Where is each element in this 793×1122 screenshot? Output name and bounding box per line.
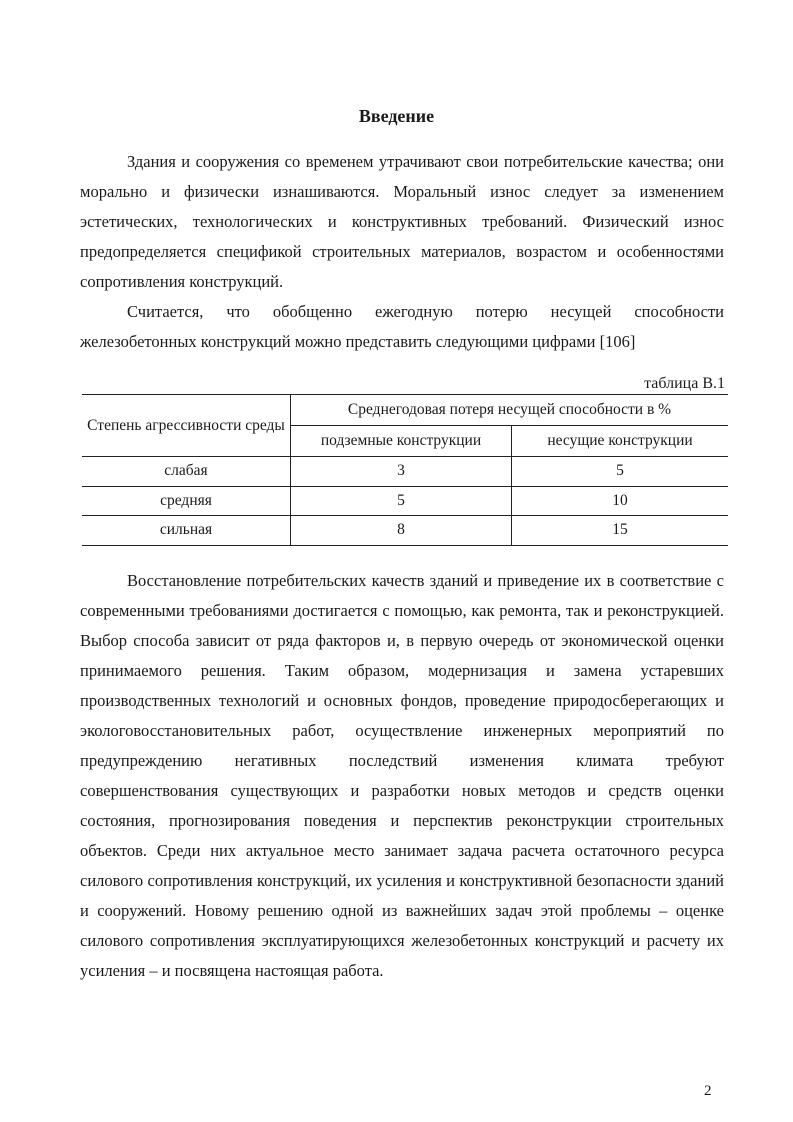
cell-degree: средняя	[82, 486, 291, 516]
loss-table	[82, 394, 728, 546]
cell-underground: 8	[291, 516, 512, 546]
page-title: Введение	[358, 106, 435, 126]
header-bearing: несущие конструкции	[547, 432, 693, 449]
cell-degree: слабая	[82, 457, 291, 487]
header-underground: подземные конструкции	[291, 426, 512, 457]
paragraph-3: Восстановление потребительских качеств зданий и приведение их в соответствие с современными требованиями достигается с помощью, как ремонта, так и реконструкцией. Выбор способа зависит от ряда факторов и, в первую очередь от экономической оценки принимаемого решения. Таким образом, модернизация и замена устаревших производственных технологий и основных фондов, проведение природосберегающих и экологовосстановительных работ, осуществление инженерных мероприятий по предупреждению негативных последствий изменения климата требуют совершенствования существующих и разработки новых методов и средств оценки состояния, прогнозирования поведения и перспектив реконструкции строительных объектов. Среди них актуальное место занимает задача расчета остаточного ресурса силового сопротивления конструкций, их усиления и конструктивной безопасности зданий и сооружений. Новому решению одной из важнейших задач этой проблемы – оценке силового сопротивления эксплуатирующихся железобетонных конструкций и расчету их усиления – и посвящена настоящая работа.	[80, 571, 724, 980]
header-degree: Степень агрессивности среды	[82, 395, 291, 457]
paragraph-1: Здания и сооружения со временем утрачивают свои потребительские качества; они морально и физически изнашиваются. Моральный износ следует за изменением эстетических, технологических и конструктивных требований. Физический износ предопределяется спецификой строительных материалов, возрастом и особенностями сопротивления конструкций.	[80, 152, 724, 291]
table-row	[82, 516, 728, 546]
table-row	[82, 457, 728, 487]
header-average-loss: Среднегодовая потеря несущей способности в %	[291, 395, 729, 426]
page-number: 2	[704, 1083, 712, 1099]
cell-bearing: 5	[616, 462, 624, 480]
table-row	[82, 486, 728, 516]
cell-degree: сильная	[82, 516, 291, 546]
cell-bearing: 15	[512, 516, 729, 546]
paragraph-2: Считается, что обобщенно ежегодную потерю несущей способности железобетонных конструкций можно представить следующими цифрами [106]	[80, 302, 724, 351]
table-caption: таблица В.1	[644, 375, 725, 392]
cell-underground: 3	[291, 457, 512, 487]
cell-underground: 5	[291, 486, 512, 516]
cell-bearing: 10	[512, 486, 729, 516]
table-header	[82, 395, 728, 457]
